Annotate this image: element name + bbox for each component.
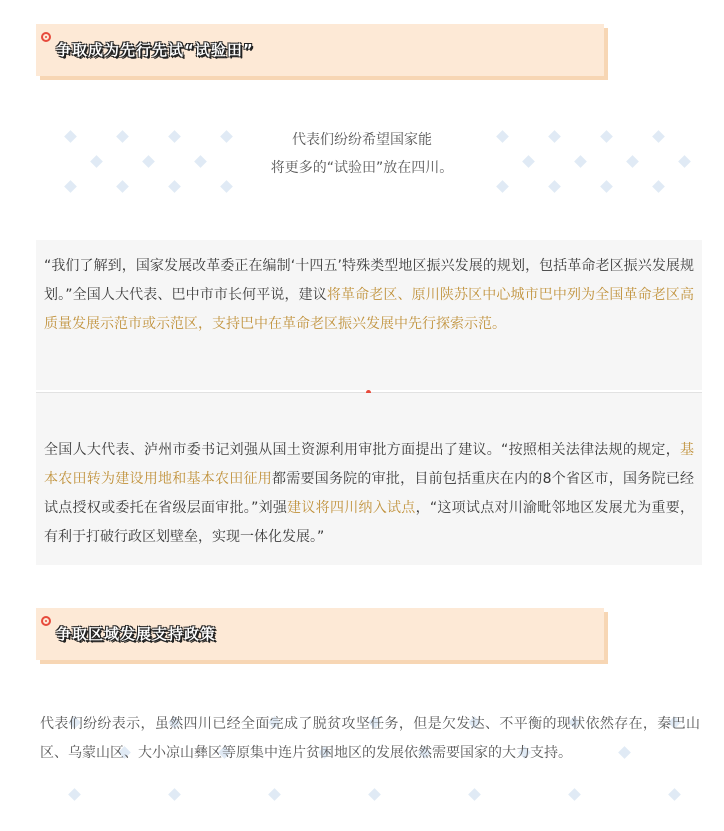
target-icon bbox=[41, 32, 51, 42]
quote-paragraph bbox=[36, 393, 702, 552]
intro-line: 将更多的“试验田”放在四川。 bbox=[270, 160, 454, 176]
body-paragraph: 代表们纷纷表示，虽然四川已经全面完成了脱贫攻坚任务，但是欠发达、不平衡的现状依然存在，秦巴山区、乌蒙山区、大小凉山彝区等原集中连片贫困地区的发展依然需要国家的大力支持。 bbox=[40, 716, 700, 761]
highlighted-text: 将革命老区、原川陕苏区中心城市巴中列为全国革命老区高质量发展示范市或示范区，支持巴中在革命老区振兴发展中先行探索示范。 bbox=[44, 287, 694, 332]
highlighted-text: 基本农田转为建设用地和基本农田征用 bbox=[44, 442, 694, 487]
quote-box-1 bbox=[36, 240, 702, 390]
target-icon bbox=[41, 616, 51, 626]
quote-text: “我们了解到，国家发展改革委正在编制‘十四五’特殊类型地区振兴发展的规划，包括革命老区振兴发展规划。”全国人大代表、巴中市市长何平说，建议 bbox=[44, 258, 694, 303]
quote-text: 全国人大代表、泸州市委书记刘强从国土资源利用审批方面提出了建议。“按照相关法律法规的规定， bbox=[44, 442, 680, 458]
quote-text: 都需要国务院的审批，目前包括重庆在内的8个省区市，国务院已经试点授权或委托在省级层面审批。”刘强 bbox=[44, 471, 695, 516]
intro-text bbox=[0, 126, 724, 182]
intro-line: 代表们纷纷希望国家能 bbox=[292, 132, 432, 148]
section-title: 争取区域发展支持政策 bbox=[56, 625, 217, 643]
section-header-2 bbox=[36, 608, 604, 660]
section-title: 争取成为先行先试“试验田” bbox=[56, 41, 254, 59]
quote-paragraph bbox=[36, 240, 702, 339]
quote-text: ，“这项试点对川渝毗邻地区发展尤为重要，有利于打破行政区划壁垒，实现一体化发展。” bbox=[44, 500, 694, 545]
section-header-1 bbox=[36, 24, 604, 76]
quote-box-2 bbox=[36, 393, 702, 565]
highlighted-text: 建议将四川纳入试点 bbox=[287, 500, 416, 516]
